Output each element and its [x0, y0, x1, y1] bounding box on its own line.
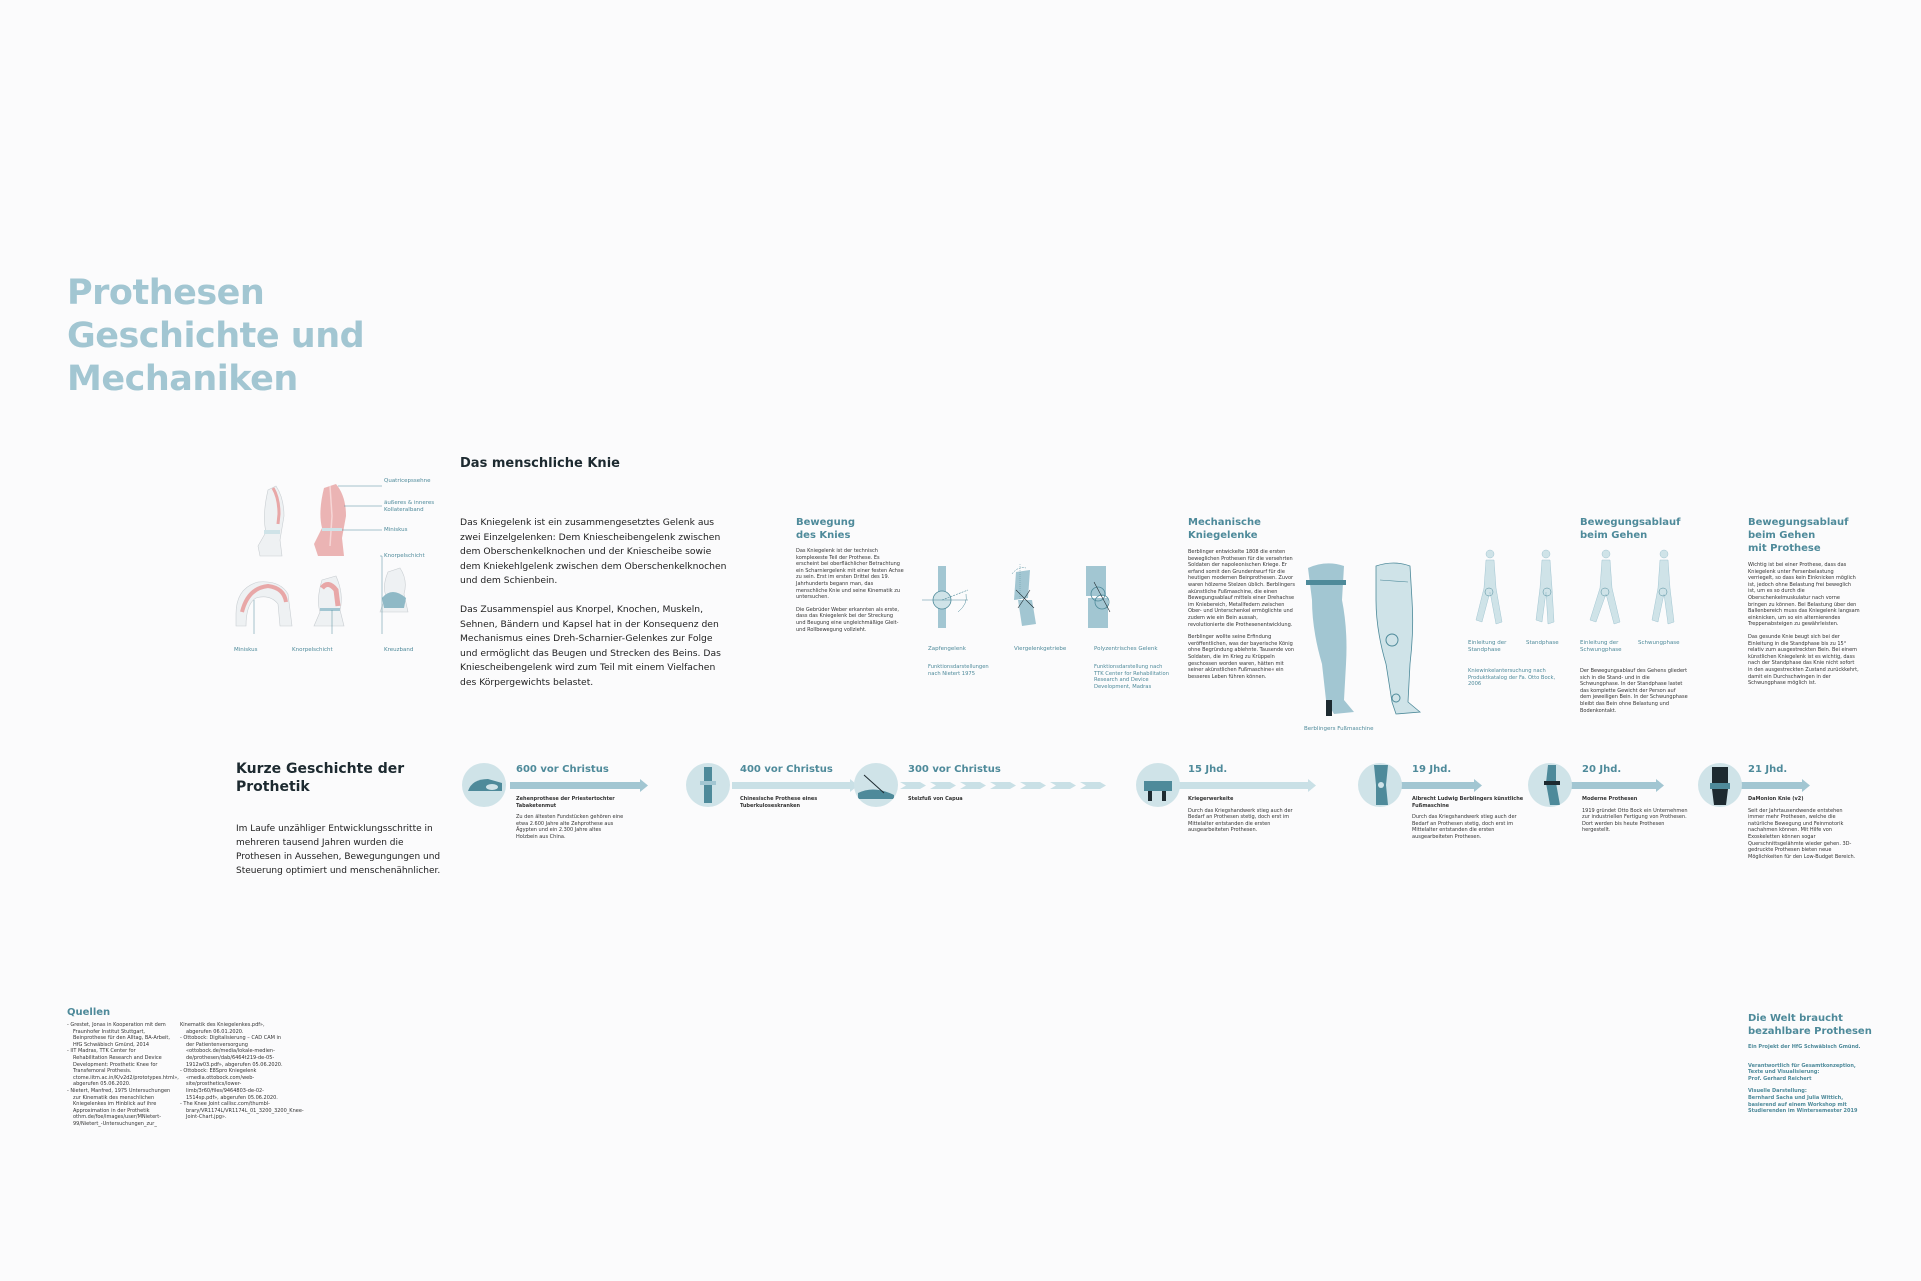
timeline-entry-2: [740, 796, 840, 809]
timeline-text-7: Seit der Jahrtausendwende entstehen immer mehr Prothesen, welche die natürliche Bewegung und Feinmotorik nachahmen können. Mit Hilfe von Exoskeletten können sogar Querschnittsgelähmte wieder gehen. 3D-gedruckte Prothesen bieten neue Möglichkeiten für den Low-Budget Bereich.: [1748, 807, 1856, 860]
gait-svg: [1462, 548, 1692, 638]
timeline-image-3: [854, 763, 898, 807]
credits-vis-text: Bernhard Sacha und Julia Wittich, basierend auf einem Workshop mit Studierenden im Wintersemester 2019: [1748, 1094, 1858, 1115]
knee-paragraph-2: Das Zusammenspiel aus Knorpel, Knochen, Muskeln, Sehnen, Bändern und Kapsel hat in der Konsequenz den Mechanismus eines Dreh-Scharnier-Gelenkes zur Folge und ermöglicht das Beugen und Strecken des Beins. Das Kniescheibengelenk wird zum Teil mit einem Vielfachen des Körpergewichts belastet.: [460, 603, 721, 688]
timeline-era-6: 20 Jhd.: [1582, 764, 1622, 775]
berblinger-svg: [1300, 560, 1430, 720]
timeline-title-3: Stelzfuß von Capua: [908, 796, 963, 802]
prothese-heading: Bewegungsablauf beim Gehen mit Prothese: [1748, 517, 1849, 554]
gait-figure-3: [1590, 550, 1620, 624]
gehen-caption: Kniewinkelantersuchung nach Produktkatalog der Fa. Otto Bock, 2006: [1468, 668, 1556, 688]
timeline-era-5: 19 Jhd.: [1412, 764, 1452, 775]
bewegung-heading: Bewegung des Knies: [796, 517, 855, 541]
source-item: - Ottobock: E8Spro Kniegelenk «media.ottobock.com/web-site/prosthetics/lower-limb/3r60/files/9464803-de-02-1514sp.pdf», abgerufen 05.06.2020.: [180, 1068, 278, 1101]
timeline-entry-4: [1188, 796, 1296, 834]
timeline-text-6: 1919 gründet Otto Bock ein Unternehmen zur industriellen Fertigung von Prothesen. Dort werden bis heute Prothesen hergestellt.: [1582, 807, 1688, 834]
gehen-heading: Bewegungsablauf beim Gehen: [1580, 517, 1681, 541]
label-knorpel: Knorpelschicht: [292, 647, 333, 653]
prothese-text-1: Wichtig ist bei einer Prothese, dass das Kniegelenk unter Fersenbelastung verriegelt, so dass kein Einknicken möglich ist, jedoch ohne Belastung frei beweglich ist, um es so durch die Oberschenkelmuskulatur nach vorne bringen zu können. Bei Belastung über den Ballenbereich muss das Kniegelenk langsam einknicken, um so ein alternierendes Treppenabsteigen zu gewährleisten.: [1748, 562, 1860, 628]
timeline-image-1: [462, 763, 506, 807]
knee-paragraph-1: Das Kniegelenk ist ein zusammengesetztes Gelenk aus zwei Einzelgelenken: Dem Kniescheibengelenk zwischen dem Oberschenkelknochen und der Kniescheibe sowie dem Kniekehlgelenk zwischen dem Oberschenkelknochen und dem Schienbein.: [460, 517, 727, 587]
source-item: - Grestet, Jonas in Kooperation mit dem Fraunhofer Institut Stuttgart, Beinprothese für den Alltag, BA-Arbeit, HfG Schwäbisch Gmünd, 2014: [67, 1022, 170, 1048]
gait-figure-2: [1536, 550, 1554, 624]
timeline-era-7: 21 Jhd.: [1748, 764, 1788, 775]
sources-col-2: [180, 1022, 304, 1121]
sources-col-1: [67, 1022, 179, 1128]
source-item: - IIT Madras, TTK Center for Rehabilitation Research and Device Development: Prosthetic Knee for Transfemoral Prothesis. ctome.iitm.ac.in/K/v2d2/prototypes.html», abgerufen 05.06.2020.: [67, 1048, 179, 1088]
knee-heading: Das menschliche Knie: [460, 456, 620, 471]
credits-resp-name: Prof. Gerhard Reichert: [1748, 1075, 1812, 1082]
timeline-image-5: [1358, 763, 1402, 807]
joint-diagrams-svg: [918, 560, 1158, 635]
timeline-title-1: Zehenprothese der Priestertochter Tabaketenmut: [516, 796, 615, 809]
gait-label-2: Standphase: [1526, 640, 1559, 646]
label-meniskus-right: Miniskus: [384, 527, 408, 533]
label-knorpel-right: Knorpelschicht: [384, 553, 425, 559]
timeline-era-2: 400 vor Christus: [740, 764, 833, 775]
label-viergelenkgetriebe: Viergelenkgetriebe: [1014, 646, 1067, 652]
polyzentrisch-diagram: [1086, 566, 1110, 628]
mechanisch-text: [1188, 549, 1296, 680]
source-item: - Ottobock: Digitalisierung – CAD CAM in der Patientenversorgung «ottobock.de/media/lokale-medien-de/prothesen/dab/6464t219-de-05-1912w03.pdf», abgerufen 05.06.2020.: [180, 1035, 283, 1068]
timeline-entry-5: [1412, 796, 1524, 841]
label-meniskus: Miniskus: [234, 647, 258, 653]
mechanisch-heading: Mechanische Kniegelenke: [1188, 517, 1261, 541]
timeline-text-1: Zu den ältesten Fundstücken gehören eine etwa 2.600 Jahre alte Zehprothese aus Ägypten und ein 2.300 Jahre altes Holzbein aus China.: [516, 814, 624, 840]
timeline-entry-3: [908, 796, 1008, 803]
timeline-era-1: 600 vor Christus: [516, 764, 609, 775]
mechanisch-text-1: Berblinger entwickelte 1808 die ersten beweglichen Prothesen für die versehrten Soldaten der napoleonischen Kriege. Er erfand somit den Grundentwurf für die heutigen modernen Beinprothesen. Zuvor waren hölzerne Stelzen üblich. Berblingers akünstliche Fußmaschine, die einen Bewegungsablauf mittels einer Drehachse im Kniebereich, Metallfedern zwischen Ober- und Unterschenkel ermöglichte und zudem wie ein Bein aussah, revolutionierte die Prothesenentwicklung.: [1188, 549, 1295, 628]
bewegung-caption-2: Funktionsdarstellung nach TTK Center for Rehabilitation Research and Device Development, Madras: [1094, 664, 1169, 690]
timeline-entry-7: [1748, 796, 1858, 860]
credits-sub: Ein Projekt der HfG Schwäbisch Gmünd.: [1748, 1044, 1861, 1050]
timeline-image-4: [1136, 763, 1180, 807]
timeline-text-4: Durch das Kriegshandwerk stieg auch der Bedarf an Prothesen stetig, doch erst im Mittelalter entstanden die ersten ausgearbeiteten Prothesen.: [1188, 807, 1293, 834]
gait-label-4: Schwungphase: [1638, 640, 1680, 646]
bewegung-caption-1: Funktionsdarstellungen nach Nietert 1975: [928, 664, 989, 677]
history-text: Im Laufe unzähliger Entwicklungsschritte in mehreren tausend Jahren wurden die Prothesen in Aussehen, Bewegungungen und Steuerung optimiert und menschenähnlicher.: [236, 824, 441, 876]
label-kreuzband: Kreuzband: [384, 647, 414, 653]
history-heading: Kurze Geschichte der Prothetik: [236, 761, 405, 795]
timeline-text-5: Durch das Kriegshandwerk stieg auch der Bedarf an Prothesen stetig, doch erst im Mittelalter entstanden die ersten ausgearbeiteten Prothesen.: [1412, 814, 1517, 840]
bewegung-text-1: Das Kniegelenk ist der technisch komplexeste Teil der Prothese. Es erscheint bei oberflächlicher Betrachtung ein Scharniergelenk mit einer festen Achse zu sein. Erst im ersten Drittel des 19. Jahrhunderts begann man, das menschliche Knie und seine Kinematik zu untersuchen.: [796, 548, 904, 601]
mechanisch-text-2: Berblinger wollte seine Erfindung veröffentlichen, was der bayerische König ohne Begründung ablehnte. Tausende von Soldaten, die im Krieg zu Krüppeln geschossen worden waren, hätten mit seiner akünstlichen Fußmaschine« ein besseres Leben führen können.: [1188, 634, 1295, 680]
gait-figure-4: [1652, 550, 1674, 624]
label-zapfengelenk: Zapfengelenk: [928, 646, 966, 652]
viergelenkgetriebe-diagram: [1012, 564, 1036, 626]
gait-label-1: Einleitung der Standphase: [1468, 640, 1507, 653]
page-title: Prothesen Geschichte und Mechaniken: [67, 273, 365, 399]
timeline-image-7: [1698, 763, 1742, 807]
timeline-era-3: 300 vor Christus: [908, 764, 1001, 775]
source-item: - The Knee Joint callisc.com/thumbl-brary/VR1174L/VR1174L_01_3200_3200_Knee-Joint-Chart.jpg».: [180, 1101, 304, 1121]
berblinger-illustration: [1300, 560, 1430, 732]
gait-figures: [1462, 548, 1692, 653]
label-polyzentrisch: Polyzentrisches Gelenk: [1094, 646, 1158, 652]
timeline-image-6: [1528, 763, 1572, 807]
timeline-era-4: 15 Jhd.: [1188, 764, 1228, 775]
sources-heading: Quellen: [67, 1007, 111, 1018]
bewegung-text-2: Die Gebrüder Weber erkannten als erste, dass das Kniegelenk bei der Streckung und Beugung eine ungleichmäßige Gleit- und Rollbewegung vollzieht.: [796, 606, 899, 633]
timeline-entry-6: [1582, 796, 1690, 834]
knee-anatomy-illustration: [232, 476, 435, 656]
prothese-text-2: Das gesunde Knie beugt sich bei der Einleitung in die Standphase bis zu 15° relativ zum ausgestreckten Bein. Bei einem künstlichen Kniegelenk ist es wichtig, dass nach der Standphase das Knie nicht sofort in den ausgestreckten Zustand zurückkehrt, damit ein Durchschwingen in der Schwungphase möglich ist.: [1748, 633, 1859, 687]
timeline-title-4: Kriegerwerkeite: [1188, 796, 1234, 802]
zapfengelenk-diagram: [922, 566, 968, 628]
timeline-title-2: Chinesische Prothese eines Tuberkuloseskranken: [740, 796, 818, 809]
bewegung-text: [796, 548, 904, 633]
credits-vis-label: Visuelle Darstellung:: [1748, 1088, 1807, 1095]
label-ligament: äußeres & inneres Kollateralband: [384, 500, 435, 513]
gehen-text: Der Bewegungsablauf des Gehens gliedert sich in die Stand- und in die Schwungphase. In der Standphase lastet das komplette Gewicht der Person auf dem jeweiligen Bein. In der Schwungphase bleibt das Bein ohne Belastung und Bodenkontakt.: [1580, 668, 1688, 714]
timeline-image-2: [686, 763, 730, 807]
gait-label-3: Einleitung der Schwungphase: [1580, 640, 1622, 653]
berblinger-caption: Berblingers Fußmaschine: [1304, 726, 1374, 732]
prothese-text: [1748, 562, 1860, 687]
label-quadriceps: Quatricepssehne: [384, 478, 431, 484]
source-item: Kinematik des Kniegelenkes.pdf», abgerufen 06.01.2020.: [180, 1022, 265, 1035]
joint-diagrams: [918, 560, 1158, 655]
timeline: [460, 760, 1860, 890]
source-item: - Nietert, Manfred, 1975 Untersuchungen zur Kinematik des menschlichen Kniegelenkes im Hinblick auf ihre Approximation in der Prothetik othm.de/foe/images/user/MNietert-99/Nietert_-Untersuchungen_zur_: [67, 1087, 171, 1127]
credits-resp-label: Verantwortlich für Gesamtkonzeption, Texte und Visualisierung:: [1748, 1062, 1856, 1076]
gait-figure-1: [1476, 550, 1502, 624]
timeline-title-5: Albrecht Ludwig Berblingers künstliche Fußmaschine: [1412, 796, 1524, 809]
credits-block: [1748, 1044, 1868, 1115]
timeline-title-6: Moderne Prothesen: [1582, 796, 1638, 802]
timeline-entry-1: [516, 796, 624, 841]
credits-heading: Die Welt braucht bezahlbare Prothesen: [1748, 1013, 1872, 1037]
knee-intro: [460, 516, 728, 705]
timeline-title-7: DaMonion Knie (v2): [1748, 796, 1804, 802]
